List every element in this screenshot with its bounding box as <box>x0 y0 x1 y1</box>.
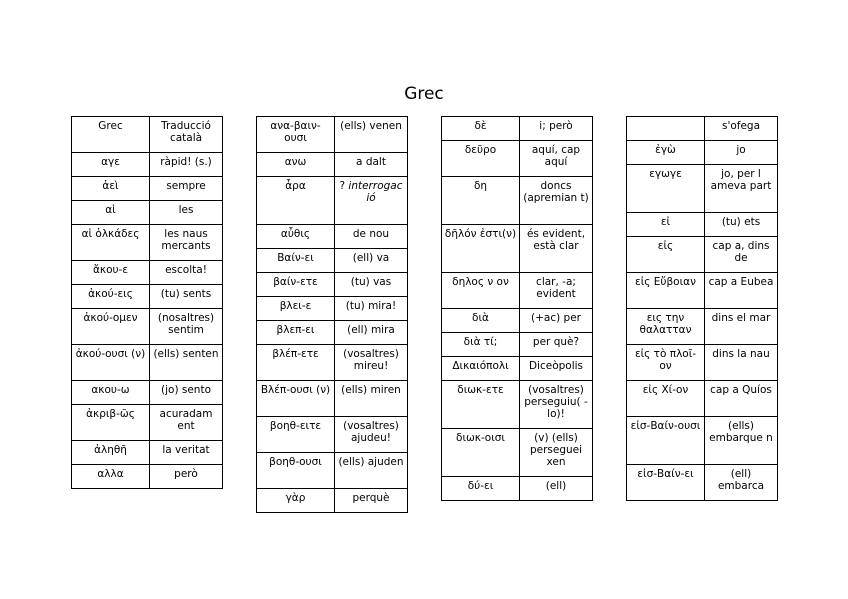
greek-term-cell: Δικαιόπολι <box>442 357 520 381</box>
greek-term-cell: δὲ <box>442 117 520 141</box>
greek-term-cell: ἀεὶ <box>72 177 150 201</box>
table-row <box>627 165 778 213</box>
catalan-translation-cell: de nou <box>335 225 408 249</box>
catalan-translation-cell: és evident, està clar <box>520 225 593 273</box>
catalan-translation-cell: clar, -a; evident <box>520 273 593 309</box>
greek-term-cell: εἰς τὸ πλοῖ-ον <box>627 345 705 381</box>
page-title: Grec <box>404 84 444 104</box>
catalan-translation-cell: (tu) mira! <box>335 297 408 321</box>
greek-term-cell: ἐγὼ <box>627 141 705 165</box>
table-row <box>442 117 593 141</box>
table-row <box>72 309 223 345</box>
catalan-translation-cell: cap a Quíos <box>705 381 778 417</box>
vocab-table-4 <box>626 116 778 501</box>
catalan-translation-cell: (ells) embarque n <box>705 417 778 465</box>
table-row <box>627 381 778 417</box>
catalan-translation-cell: (ell) <box>520 477 593 501</box>
greek-term-cell: αὖθις <box>257 225 335 249</box>
catalan-translation-cell: Diceòpolis <box>520 357 593 381</box>
table-row <box>627 345 778 381</box>
greek-term-cell: εις την θαλατταν <box>627 309 705 345</box>
table-row <box>442 309 593 333</box>
greek-term-cell: βλει-ε <box>257 297 335 321</box>
vocab-table-1 <box>71 116 223 489</box>
table-row <box>257 321 408 345</box>
greek-term-cell: δῆλόν ἐστι(ν) <box>442 225 520 273</box>
table-row <box>257 153 408 177</box>
catalan-translation-cell: (vosaltres) perseguiu( -lo)! <box>520 381 593 429</box>
catalan-translation-cell: (tu) ets <box>705 213 778 237</box>
table-row <box>257 453 408 489</box>
table-row <box>257 273 408 297</box>
greek-term-cell: εἰσ-Βαίν-ουσι <box>627 417 705 465</box>
catalan-translation-cell: perquè <box>335 489 408 513</box>
table-row <box>442 477 593 501</box>
catalan-translation-cell: Traducció català <box>150 117 223 153</box>
catalan-translation-cell: (ell) embarca <box>705 465 778 501</box>
table-row <box>442 273 593 309</box>
greek-term-cell: βλέπ-ετε <box>257 345 335 381</box>
catalan-translation-cell: (v) (ells) perseguei xen <box>520 429 593 477</box>
catalan-translation-cell: (vosaltres) ajudeu! <box>335 417 408 453</box>
catalan-translation-cell: dins el mar <box>705 309 778 345</box>
greek-term-cell <box>627 117 705 141</box>
greek-term-cell: Grec <box>72 117 150 153</box>
greek-term-cell: διὰ <box>442 309 520 333</box>
catalan-translation-cell: a dalt <box>335 153 408 177</box>
greek-term-cell: διωκ-οισι <box>442 429 520 477</box>
table-row <box>627 273 778 309</box>
catalan-translation-cell: les naus mercants <box>150 225 223 261</box>
greek-term-cell: αλλα <box>72 465 150 489</box>
table-row <box>72 285 223 309</box>
catalan-translation-cell: s'ofega <box>705 117 778 141</box>
table-row <box>442 381 593 429</box>
catalan-translation-cell: sempre <box>150 177 223 201</box>
table-row <box>257 489 408 513</box>
greek-term-cell: ἀκού-ουσι (ν) <box>72 345 150 381</box>
greek-term-cell: ἀληθῆ <box>72 441 150 465</box>
greek-term-cell: δύ-ει <box>442 477 520 501</box>
greek-term-cell: εἰς <box>627 237 705 273</box>
greek-term-cell: βλεπ-ει <box>257 321 335 345</box>
catalan-translation-cell: (ells) ajuden <box>335 453 408 489</box>
greek-term-cell: ἀκού-ομεν <box>72 309 150 345</box>
table-row <box>627 213 778 237</box>
catalan-translation-cell: (ells) venen <box>335 117 408 153</box>
catalan-translation-cell: (ell) va <box>335 249 408 273</box>
catalan-translation-cell: (nosaltres) sentim <box>150 309 223 345</box>
table-row <box>257 345 408 381</box>
catalan-translation-cell: i; però <box>520 117 593 141</box>
greek-term-cell: εἰς Εὔβοιαν <box>627 273 705 309</box>
catalan-translation-cell: doncs (apremian t) <box>520 177 593 225</box>
greek-term-cell: εἰς Χί-ον <box>627 381 705 417</box>
table-row <box>72 153 223 177</box>
table-row <box>257 117 408 153</box>
table-row <box>627 417 778 465</box>
table-row <box>72 465 223 489</box>
table-row <box>442 357 593 381</box>
table-row <box>72 177 223 201</box>
table-row <box>72 381 223 405</box>
table-row <box>627 117 778 141</box>
table-row <box>257 417 408 453</box>
table-row <box>257 225 408 249</box>
table-row <box>627 465 778 501</box>
catalan-translation-cell: dins la nau <box>705 345 778 381</box>
greek-term-cell: εἰσ-Βαίν-ει <box>627 465 705 501</box>
table-row <box>72 225 223 261</box>
greek-term-cell: ακου-ω <box>72 381 150 405</box>
greek-term-cell: αγε <box>72 153 150 177</box>
greek-term-cell: ἆρα <box>257 177 335 225</box>
catalan-translation-cell: (+ac) per <box>520 309 593 333</box>
greek-term-cell: ανω <box>257 153 335 177</box>
table-row <box>72 201 223 225</box>
greek-term-cell: βοηθ-ειτε <box>257 417 335 453</box>
catalan-translation-cell: acuradam ent <box>150 405 223 441</box>
catalan-translation-cell: la veritat <box>150 441 223 465</box>
vocab-table-2 <box>256 116 408 513</box>
table-row <box>442 225 593 273</box>
greek-term-cell: αἱ ὁλκάδες <box>72 225 150 261</box>
greek-term-cell: ανα-βαιν-ουσι <box>257 117 335 153</box>
catalan-translation-cell: cap a, dins de <box>705 237 778 273</box>
table-row <box>627 237 778 273</box>
table-row <box>72 117 223 153</box>
table-row <box>72 345 223 381</box>
catalan-translation-cell: cap a Eubea <box>705 273 778 309</box>
greek-term-cell: εἰ <box>627 213 705 237</box>
greek-term-cell: εγωγε <box>627 165 705 213</box>
table-row <box>442 141 593 177</box>
greek-term-cell: διὰ τί; <box>442 333 520 357</box>
catalan-translation-cell: (tu) vas <box>335 273 408 297</box>
table-row <box>72 261 223 285</box>
catalan-translation-cell: ? interrogac ió <box>335 177 408 225</box>
table-row <box>257 381 408 417</box>
catalan-translation-cell: però <box>150 465 223 489</box>
table-row <box>627 309 778 345</box>
catalan-translation-cell: (vosaltres) mireu! <box>335 345 408 381</box>
italic-note: interrogac ió <box>348 180 403 204</box>
vocab-table-3 <box>441 116 593 501</box>
greek-term-cell: διωκ-ετε <box>442 381 520 429</box>
table-row <box>257 177 408 225</box>
catalan-translation-cell: aquí, cap aquí <box>520 141 593 177</box>
greek-term-cell: βαίν-ετε <box>257 273 335 297</box>
catalan-translation-cell: jo, per l ameva part <box>705 165 778 213</box>
catalan-translation-cell: (ell) mira <box>335 321 408 345</box>
catalan-translation-cell: (ells) miren <box>335 381 408 417</box>
table-row <box>257 249 408 273</box>
catalan-translation-cell: (jo) sento <box>150 381 223 405</box>
table-row <box>72 405 223 441</box>
catalan-translation-cell: (tu) sents <box>150 285 223 309</box>
greek-term-cell: αἱ <box>72 201 150 225</box>
table-row <box>627 141 778 165</box>
greek-term-cell: δεῦρο <box>442 141 520 177</box>
greek-term-cell: δηλος ν ον <box>442 273 520 309</box>
catalan-translation-cell: (ells) senten <box>150 345 223 381</box>
greek-term-cell: ἄκου-ε <box>72 261 150 285</box>
table-row <box>72 441 223 465</box>
table-row <box>257 297 408 321</box>
greek-term-cell: βοηθ-ουσι <box>257 453 335 489</box>
greek-term-cell: δη <box>442 177 520 225</box>
table-row <box>442 177 593 225</box>
catalan-translation-cell: ràpid! (s.) <box>150 153 223 177</box>
catalan-translation-cell: per què? <box>520 333 593 357</box>
table-row <box>442 429 593 477</box>
catalan-translation-cell: escolta! <box>150 261 223 285</box>
greek-term-cell: γὰρ <box>257 489 335 513</box>
greek-term-cell: ἀκού-εις <box>72 285 150 309</box>
catalan-translation-cell: jo <box>705 141 778 165</box>
greek-term-cell: Βαίν-ει <box>257 249 335 273</box>
catalan-translation-cell: les <box>150 201 223 225</box>
greek-term-cell: ἀκριβ-ῶς <box>72 405 150 441</box>
table-row <box>442 333 593 357</box>
greek-term-cell: Βλέπ-ουσι (ν) <box>257 381 335 417</box>
